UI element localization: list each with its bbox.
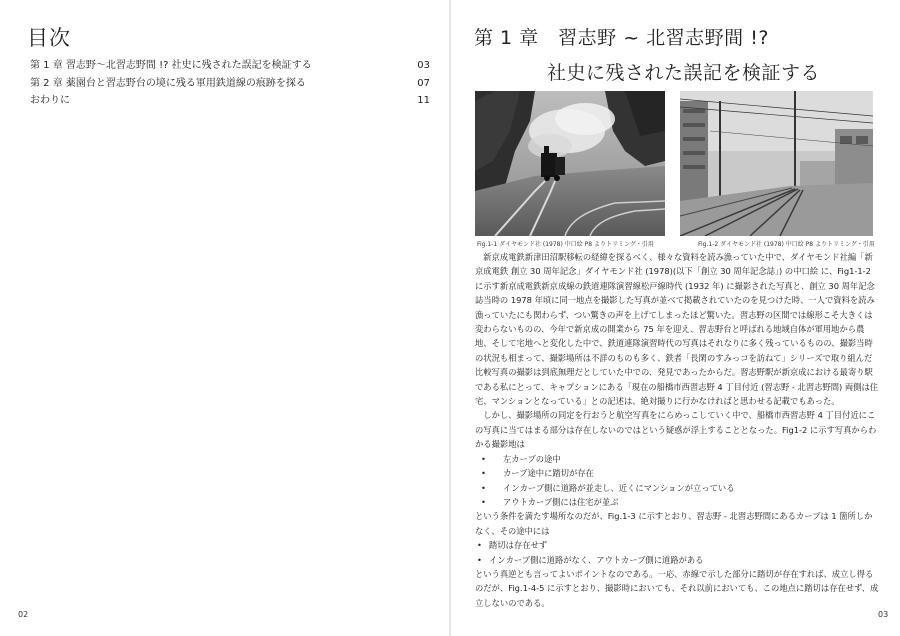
body-paragraph: 新京成電鉄新津田沼駅移転の経緯を探るべく、様々な資料を読み漁っていた中で、ダイヤモンド社編「新京成電鉄 創立 30 周年記念」ダイヤモンド社 (1978)(以下「創立 30 周年記念誌」) の中口絵 に、Fig1-1-2 に示す新京成電鉄新京成線の鉄道連隊演習線松戸線時代 (1932 年) に撮影された写真と、創立 30 周年記念誌当時の 1978 年頃に同一地点を撮影した写真が並べて掲載されていたのを見つけた時、一人で資料を読み漁っていたにも関わらず、つい驚きの声を上げてしまったほど驚いた。習志野の区間では線形こそ大きくは変わらないものの、今年で新京成の開業から 75 年を迎え、習志野台と呼ばれる地域自体が軍用地から農地、そして宅地へと変化した中で、鉄道連隊演習時代の写真はそれなりに多く残っているものの、撮影当時の状況も相まって、撮影場所は不詳のものも多く、鉄者「長閑のすみっコを訪ねて」シリーズで取り組んだ比較写真の撮影は到底無理だとしていた中での、発見であったからだ。習志野駅が新京成における最寄り駅である私にとって、キャプションにある「現在の船橋市西習志野 4 丁目付近 (習志野 - 北習志野間) 両側は住宅、マンションとなっている」との記述は、絶対撮りに行かなければと思わせる記載でもあった。	[475, 252, 879, 407]
list-item: • カーブ途中に踏切が存在	[475, 466, 879, 480]
condition-list	[475, 452, 879, 510]
chapter-subtitle: 社史に残された誤記を検証する	[547, 62, 821, 84]
toc-item[interactable]	[30, 75, 430, 93]
left-page	[0, 0, 449, 636]
finding-list	[475, 538, 879, 567]
toc-list	[30, 57, 430, 110]
body-paragraph: しかし、撮影場所の同定を行おうと航空写真をにらめっこしていく中で、船橋市西習志野 4 丁目付近にこの写真に当てはまる部分は存在しないのではという疑惑が浮上することとなった。Fig1-2 に示す写真からわかる撮影地は	[475, 410, 877, 450]
right-page	[451, 0, 900, 636]
toc-item-page: 07	[417, 77, 430, 89]
toc-item[interactable]	[30, 92, 430, 110]
list-item: • インカーブ側に道路が並走し、近くにマンションが立っている	[475, 481, 879, 495]
toc-item-label: 第 1 章 習志野～北習志野間 !? 社史に残された誤記を検証する	[30, 60, 312, 71]
body-paragraph: という真逆とも言ってよいポイントなのである。一応、赤線で示した部分に踏切が存在すれば、成立し得るのだが、Fig.1-4-5 に示すとおり、撮影時においても、それ以前においても、この地点に踏切は存在せず、成立しないのである。	[475, 568, 879, 608]
photo-steam-locomotive	[475, 91, 665, 236]
toc-item-page: 11	[417, 95, 430, 106]
list-item: • インカーブ側に道路がなく、アウトカーブ側に道路がある	[475, 553, 879, 567]
photo-modern-tracks	[680, 91, 873, 236]
toc-title: 目次	[27, 26, 71, 50]
list-item: • 踏切は存在せず	[475, 538, 879, 552]
body-text	[475, 250, 879, 610]
toc-item-label: おわりに	[30, 95, 70, 106]
photo-caption: Fig.1-1 ダイヤモンド社 (1978) 中口絵 P8 よりトリミング・引用	[477, 241, 654, 248]
page-number: 03	[878, 610, 889, 619]
body-paragraph: という条件を満たす場所なのだが、Fig.1-3 に示すとおり、習志野 - 北習志野間にあるカーブは 1 箇所しかなく、その途中には	[475, 511, 873, 536]
chapter-title: 第 1 章 習志野 ~ 北習志野間 !?	[474, 27, 769, 49]
toc-item-label: 第 2 章 薬園台と習志野台の境に残る軍用鉄道線の痕跡を探る	[30, 77, 306, 89]
toc-item-page: 03	[417, 60, 430, 71]
list-item: • アウトカーブ側には住宅が並ぶ	[475, 495, 879, 509]
photo-caption: Fig.1-2 ダイヤモンド社 (1978) 中口絵 P8 よりトリミング・引用	[698, 241, 875, 248]
list-item: • 左カーブの途中	[475, 452, 879, 466]
toc-item[interactable]	[30, 57, 430, 75]
page-number: 02	[18, 610, 29, 619]
